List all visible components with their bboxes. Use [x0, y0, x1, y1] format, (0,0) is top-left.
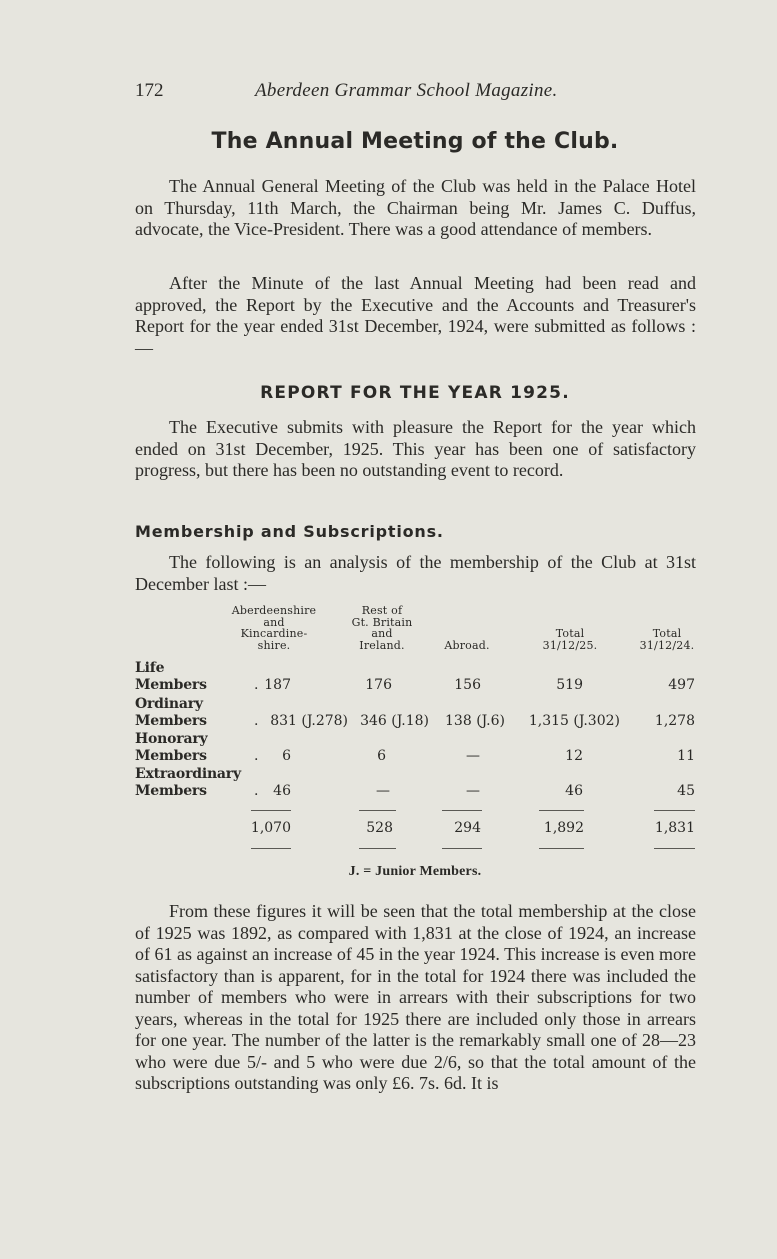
cell-rest: —	[376, 783, 390, 799]
header-line: Ireland.	[359, 638, 405, 652]
header-line: shire.	[257, 638, 291, 652]
total-aberdeenshire: 1,070	[250, 820, 291, 836]
cell-rest: 176	[365, 677, 392, 693]
header-line: Aberdeenshire	[231, 604, 317, 617]
total-1925: 1,892	[543, 820, 584, 836]
row-label-extraordinary	[135, 766, 241, 800]
row-label-line: Life	[135, 660, 165, 676]
cell-total-1924: 11	[677, 748, 695, 764]
page-header	[135, 80, 695, 110]
sum-rule	[539, 810, 584, 811]
total-rule	[654, 848, 695, 849]
total-rule	[539, 848, 584, 849]
cell-abroad: 156	[454, 677, 481, 693]
cell-abroad: —	[466, 783, 480, 799]
header-line: Total	[555, 627, 585, 640]
cell-total-1924: 45	[677, 783, 695, 799]
header-total-1924	[627, 628, 707, 651]
cell-aberdeenshire: 831 (J.278)	[270, 713, 348, 729]
analysis-paragraph: The following is an analysis of the membership of the Club at 31st December last :—	[135, 552, 696, 594]
total-rule	[251, 848, 291, 849]
cell-aberdeenshire: 187	[264, 677, 291, 693]
header-line: Gt. Britain	[351, 615, 413, 629]
header-rest	[337, 605, 427, 651]
minute-paragraph: After the Minute of the last Annual Meeting had been read and approved, the Report by the Executive and the Accounts and Treasurer's Report for the year ended 31st December, 1924, were submitted as follows :—	[135, 273, 696, 358]
cell-total-1925: 519	[556, 677, 583, 693]
leader-dot: .	[254, 783, 259, 799]
header-total-1925	[525, 628, 615, 651]
total-rest: 528	[366, 820, 393, 836]
row-label-line: Members	[135, 713, 207, 729]
cell-aberdeenshire: 46	[273, 783, 291, 799]
cell-total-1924: 1,278	[654, 713, 695, 729]
header-line: Rest of	[361, 604, 403, 617]
conclusion-paragraph: From these figures it will be seen that the total membership at the close of 1925 was 1892, as compared with 1,831 at the close of 1924, an increase of 61 as against an increase of 45 in the year 1924. This increase is even more satisfactory than is apparent, for in the total for 1924 there was included the number of members who were in arrears with their subscriptions for two years, whereas in the total for 1925 there are included only those in arrears for one year. The number of the latter is the remarkably small one of 28—23 who were due 5/- and 5 who were due 2/6, so that the total amount of the subscriptions outstanding was only £6. 7s. 6d. It is	[135, 901, 696, 1093]
article-title: The Annual Meeting of the Club.	[211, 129, 619, 154]
page-number: 172	[135, 80, 164, 101]
header-line: Total	[652, 627, 682, 640]
row-label-life	[135, 660, 207, 694]
row-label-line: Honorary	[135, 731, 208, 747]
running-title: Aberdeen Grammar School Magazine.	[255, 80, 558, 101]
header-line: Kincardine-	[240, 627, 308, 640]
header-abroad	[432, 640, 502, 652]
cell-total-1925: 1,315 (J.302)	[528, 713, 620, 729]
cell-aberdeenshire: 6	[282, 748, 291, 764]
sum-rule	[359, 810, 396, 811]
cell-rest: 346 (J.18)	[360, 713, 429, 729]
membership-table	[135, 605, 697, 850]
report-heading: REPORT FOR THE YEAR 1925.	[260, 383, 570, 403]
leader-dot: .	[254, 748, 259, 764]
total-rule	[359, 848, 396, 849]
header-line: 31/12/24.	[639, 638, 695, 652]
header-line: 31/12/25.	[542, 638, 598, 652]
cell-total-1925: 12	[565, 748, 583, 764]
header-aberdeenshire	[220, 605, 328, 651]
membership-subheading: Membership and Subscriptions.	[135, 522, 444, 541]
row-label-ordinary	[135, 696, 207, 730]
report-paragraph: The Executive submits with pleasure the Report for the year which ended on 31st December, 1925. This year has been one of satisfactory progress, but there has been no outstanding event to record.	[135, 417, 696, 480]
row-label-line: Extraordinary	[135, 766, 241, 782]
sum-rule	[654, 810, 695, 811]
row-label-line: Ordinary	[135, 696, 203, 712]
total-rule	[442, 848, 482, 849]
cell-abroad: 138 (J.6)	[445, 713, 505, 729]
cell-rest: 6	[377, 748, 386, 764]
cell-total-1924: 497	[668, 677, 695, 693]
junior-members-note: J. = Junior Members.	[348, 864, 482, 879]
cell-total-1925: 46	[565, 783, 583, 799]
total-1924: 1,831	[654, 820, 695, 836]
total-abroad: 294	[454, 820, 481, 836]
row-label-line: Members	[135, 677, 207, 693]
header-line: and	[263, 615, 285, 629]
sum-rule	[442, 810, 482, 811]
header-line: Abroad.	[444, 638, 490, 652]
sum-rule	[251, 810, 291, 811]
row-label-honorary	[135, 731, 207, 765]
row-label-line: Members	[135, 748, 207, 764]
intro-paragraph: The Annual General Meeting of the Club was held in the Palace Hotel on Thursday, 11th March, the Chairman being Mr. James C. Duffus, advocate, the Vice-President. There was a good attendance of members.	[135, 176, 696, 239]
leader-dot: .	[254, 713, 259, 729]
row-label-line: Members	[135, 783, 207, 799]
header-line: and	[371, 627, 393, 640]
cell-abroad: —	[466, 748, 480, 764]
leader-dot: .	[254, 677, 259, 693]
